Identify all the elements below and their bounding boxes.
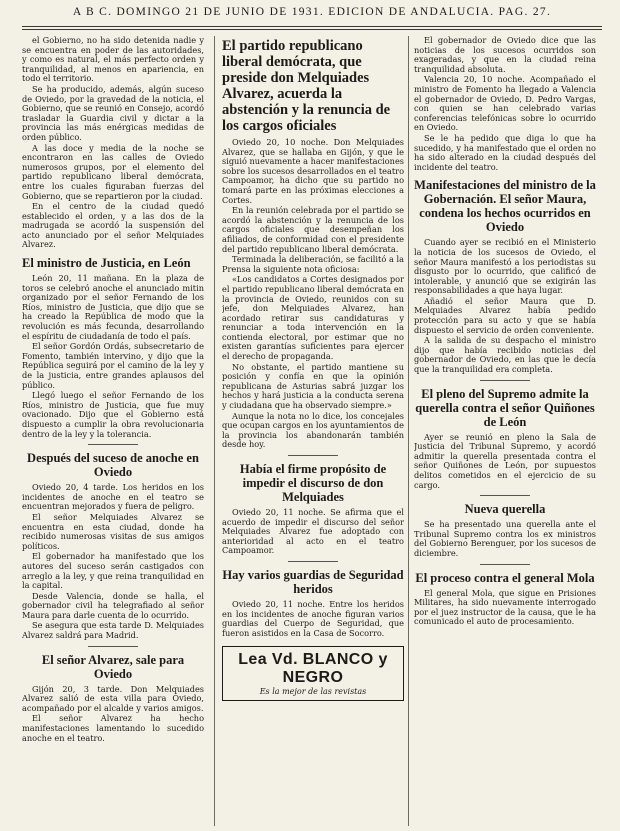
headline-guardias-heridos: Hay varios guardias de Seguridad heridos	[222, 567, 404, 596]
article-paragraph: El gobernador ha manifestado que los autores del suceso serán castigados con arreglo a la ley, y que reina tranquilidad en la capital.	[22, 551, 204, 591]
column-2	[222, 36, 404, 826]
article-paragraph: Oviedo 20, 11 noche. Entre los heridos en los incidentes de anoche figuran varios guardias del Cuerpo de Seguridad, que fueron asistidos en la Casa de Socorro.	[222, 598, 404, 638]
header-rule	[22, 26, 602, 27]
article-paragraph: En la reunión celebrada por el partido se acordó la abstención y la renuncia de los cargos oficiales que desempeñan los afiliados, de conformidad con el presidente del partido republicano liberal demócrata.	[222, 205, 404, 254]
headline-pleno-supremo: El pleno del Supremo admite la querella contra el señor Quiñones de León	[415, 386, 595, 429]
article-paragraph: No obstante, el partido mantiene su posición y confía en que la opinión republicana de Asturias sabrá juzgar los hechos y hará justicia a la conducta serena y ciudadana que ha observado siempre.»	[222, 361, 404, 411]
article-paragraph: Ayer se reunió en pleno la Sala de Justicia del Tribunal Supremo, y acordó admitir la querella presentada contra el señor Quiñones de León, por supuestos delitos cometidos en el ejercicio de su cargo.	[414, 431, 596, 490]
article-paragraph: El señor Melquiades Alvarez se encuentra en esta ciudad, donde ha recibido numerosas visitas de sus amigos políticos.	[22, 511, 204, 551]
headline-impedir-discurso: Había el firme propósito de impedir el discurso de don Melquiades	[239, 462, 387, 504]
section-divider	[88, 646, 138, 647]
section-divider	[88, 444, 138, 445]
advertisement-tagline: Es la mejor de las revistas	[259, 687, 367, 697]
section-divider	[480, 495, 530, 496]
article-paragraph: León 20, 11 mañana. En la plaza de toros se celebró anoche el anunciado mitin organizado por el señor Fernando de los Ríos, ministro de Justicia, que dijo que se ha creado la República de modo que la revolución es más fecunda, desarrollando el espíritu de ciudadanía de todo el país.	[22, 273, 204, 341]
section-divider	[288, 561, 338, 562]
article-paragraph: Se ha presentado una querella ante el Tribunal Supremo contra los ex ministros del Gobierno Berenguer, por los sucesos de diciembre.	[414, 519, 596, 558]
article-paragraph: Se le ha pedido que diga lo que ha sucedido, y ha manifestado que el orden no ha sido alterado en la ciudad después del incidente del teatro.	[414, 132, 596, 172]
article-paragraph: Desde Valencia, donde se halla, el gobernador civil ha telegrafiado al señor Maura para darle cuenta de lo ocurrido.	[22, 590, 204, 620]
headline-ministro-gobernacion: Manifestaciones del ministro de la Gobernación. El señor Maura, condena los hechos ocurridos en Oviedo	[414, 178, 596, 235]
headline-proceso-mola: El proceso contra el general Mola	[415, 570, 595, 585]
column-3	[414, 36, 596, 826]
article-paragraph: Añadió el señor Maura que D. Melquiades Alvarez había pedido protección para su acto y que se había dispuesto el servicio de orden conveniente.	[414, 295, 596, 335]
article-paragraph: El señor Alvarez ha hecho manifestaciones lamentando lo sucedido anoche en el teatro.	[22, 713, 204, 743]
article-paragraph: Oviedo 20, 4 tarde. Los heridos en los incidentes de anoche en el teatro se encuentran mejorados y fuera de peligro.	[22, 482, 204, 512]
article-paragraph: Gijón 20, 3 tarde. Don Melquiades Alvarez salió de esta villa para Oviedo, acompañado por el alcalde y varios amigos.	[22, 683, 204, 713]
headline-ministro-justicia: El ministro de Justicia, en León	[22, 256, 191, 271]
article-paragraph: Se asegura que esta tarde D. Melquiades Alvarez saldrá para Madrid.	[22, 620, 204, 641]
article-paragraph: Valencia 20, 10 noche. Acompañado el ministro de Fomento ha llegado a Valencia el gobernador de Oviedo, D. Pedro Vargas, con quien se han celebrado varias conferencias telefónicas sobre lo ocurrido en Oviedo.	[414, 74, 596, 133]
article-paragraph: Se ha producido, además, algún suceso de Oviedo, por la gravedad de la noticia, el Gobierno, que se reunió en Consejo, acordó trasladar la Guardia civil y dictar a la provincia las más enérgicas medidas de orden público.	[22, 83, 204, 142]
article-paragraph: Terminada la deliberación, se facilitó a la Prensa la siguiente nota oficiosa:	[222, 254, 404, 274]
article-paragraph: Cuando ayer se recibió en el Ministerio la noticia de los sucesos de Oviedo, el señor Maura manifestó a los periodistas su disgusto por lo ocurrido, que calificó de intolerable, y anunció que se exigirán las responsabilidades a que haya lugar.	[414, 237, 596, 296]
column-divider	[214, 36, 215, 826]
article-paragraph: En el centro de la ciudad quedó establecido el orden, y a las dos de la madrugada se acordó la suspensión del acto anunciado por el señor Melquiades Alvarez.	[22, 201, 204, 250]
article-paragraph: Llegó luego el señor Fernando de los Ríos, ministro de Justicia, que fue muy ovacionado. Dijo que el Gobierno está dispuesto a cumplir la obra revolucionaria dentro de la ley y la tolerancia.	[22, 390, 204, 439]
column-divider	[408, 36, 409, 826]
headline-nueva-querella: Nueva querella	[464, 502, 546, 517]
column-1	[22, 36, 204, 826]
advertisement-box	[222, 646, 404, 701]
article-paragraph: A las doce y media de la noche se encontraron en las calles de Oviedo numerosos grupos, por el elemento del partido republicano liberal demócrata, entre los cuales figuraban fuerzas del Gobierno, que se repartieron por la ciudad.	[22, 142, 204, 201]
article-paragraph: Aunque la nota no lo dice, los concejales que ocupan cargos en los ayuntamientos de la provincia los abandonarán también desde hoy.	[222, 410, 404, 450]
section-divider	[288, 455, 338, 456]
advertisement-headline: Lea Vd. BLANCO y NEGRO	[238, 651, 388, 687]
article-paragraph: «Los candidatos a Cortes designados por el partido republicano liberal demócrata en la provincia de Oviedo, reunidos con su jefe, don Melquiades Alvarez, han acordado retirar sus candidaturas y renunciar a toda intervención en la contienda electoral, por estimar que no existen garantías suficientes para ejercer el derecho de propaganda.	[222, 274, 404, 362]
article-paragraph: El gobernador de Oviedo dice que las noticias de los sucesos ocurridos son exageradas, y que en la ciudad reina tranquilidad absoluta.	[414, 36, 596, 74]
article-paragraph: El general Mola, que sigue en Prisiones Militares, ha sido nuevamente interrogado por el juez instructor de la causa, que le ha comunicado el auto de procesamiento.	[414, 587, 596, 627]
headline-partido-republicano: El partido republicano liberal demócrata, que preside don Melquiades Alvarez, acuerda la abstención y la renuncia de los cargos oficiales	[222, 38, 391, 134]
article-paragraph: A la salida de su despacho el ministro dijo que había recibido noticias del gobernador de Oviedo, en las que le decía que la tranquilidad era completa.	[414, 335, 596, 375]
header-rule	[22, 29, 602, 30]
page-header: A B C. DOMINGO 21 DE JUNIO DE 1931. EDICION DE ANDALUCIA. PAG. 27.	[72, 6, 552, 18]
headline-suceso-oviedo: Después del suceso de anoche en Oviedo	[27, 451, 199, 480]
article-paragraph: Oviedo 20, 10 noche. Don Melquiades Alvarez, que se hallaba en Gijón, y que le siguió nuevamente a hacer manifestaciones sobre los sucesos desarrollados en el teatro Campoamor, ha dicho que su partido no tomará parte en las próximas elecciones a Cortes.	[222, 137, 404, 205]
headline-alvarez-sale: El señor Alvarez, sale para Oviedo	[41, 652, 185, 681]
section-divider	[480, 380, 530, 381]
article-paragraph: el Gobierno, no ha sido detenida nadie y se encuentra en poder de las autoridades, y como es natural, el más perfecto orden y tranquilidad, al menos en apariencia, en todo el territorio.	[22, 36, 204, 84]
article-paragraph: El señor Gordón Ordás, subsecretario de Fomento, también intervino, y dijo que la República seguirá por el camino de la ley y de la justicia, entre grandes aplausos del público.	[22, 341, 204, 390]
article-paragraph: Oviedo 20, 11 noche. Se afirma que el acuerdo de impedir el discurso del señor Melquiades Alvarez fue adoptado con anterioridad al acto en el teatro Campoamor.	[222, 507, 404, 556]
section-divider	[480, 564, 530, 565]
